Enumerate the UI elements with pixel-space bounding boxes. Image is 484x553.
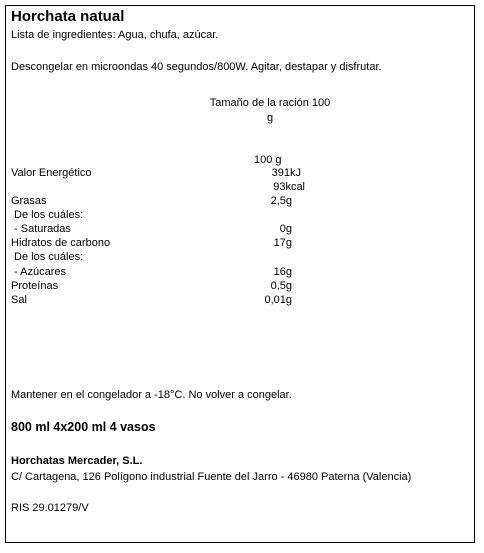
nutrient-label: Sal xyxy=(11,294,27,306)
company-name: Horchatas Mercader, S.L. xyxy=(11,455,143,467)
table-row xyxy=(11,266,311,279)
company-address: C/ Cartagena, 126 Polígono industrial Fuente del Jarro - 46980 Paterna (Valencia) xyxy=(11,471,412,483)
nutrient-value: 0,5g xyxy=(270,280,292,292)
nutrient-value: 2,5g xyxy=(270,195,292,207)
nutrient-label: Proteínas xyxy=(11,280,59,292)
table-row xyxy=(11,280,311,293)
nutrient-value: 16g xyxy=(273,266,292,278)
instructions-text: Descongelar en microondas 40 segundos/800W. Agitar, destapar y disfrutar. xyxy=(11,61,382,73)
table-row xyxy=(11,181,311,194)
nutrient-label: Valor Energético xyxy=(11,167,92,179)
nutrient-value: 17g xyxy=(273,237,292,249)
nutrient-label: Grasas xyxy=(11,195,47,207)
product-title: Horchata natual xyxy=(11,8,125,25)
serving-size-line2: g xyxy=(266,112,274,124)
table-row xyxy=(11,195,311,208)
table-row xyxy=(11,167,311,180)
nutrient-value: 391kJ xyxy=(271,167,301,179)
package-info: 800 ml 4x200 ml 4 vasos xyxy=(11,420,156,434)
table-row xyxy=(11,223,311,236)
nutrient-label: Hidratos de carbono xyxy=(11,237,111,249)
nutrient-label: De los cuáles: xyxy=(11,209,84,221)
nutrient-label: - Azúcares xyxy=(11,266,67,278)
table-row xyxy=(11,209,311,222)
per-100g-header: 100 g xyxy=(254,154,282,166)
registry-number: RIS 29.01279/V xyxy=(11,502,89,514)
serving-size-line1: Tamaño de la ración 100 xyxy=(209,97,331,109)
table-row xyxy=(11,237,311,250)
nutrient-label: De los cuáles: xyxy=(11,251,84,263)
ingredients-text: Lista de ingredientes: Agua, chufa, azúcar. xyxy=(11,29,219,41)
table-row xyxy=(11,251,311,264)
table-row xyxy=(11,294,311,307)
nutrient-value: 0g xyxy=(279,223,292,235)
nutrient-value: 0,01g xyxy=(264,294,292,306)
storage-text: Mantener en el congelador a -18°C. No volver a congelar. xyxy=(11,389,292,401)
nutrient-label: - Saturadas xyxy=(11,223,71,235)
nutrient-value: 93kcal xyxy=(273,181,305,193)
